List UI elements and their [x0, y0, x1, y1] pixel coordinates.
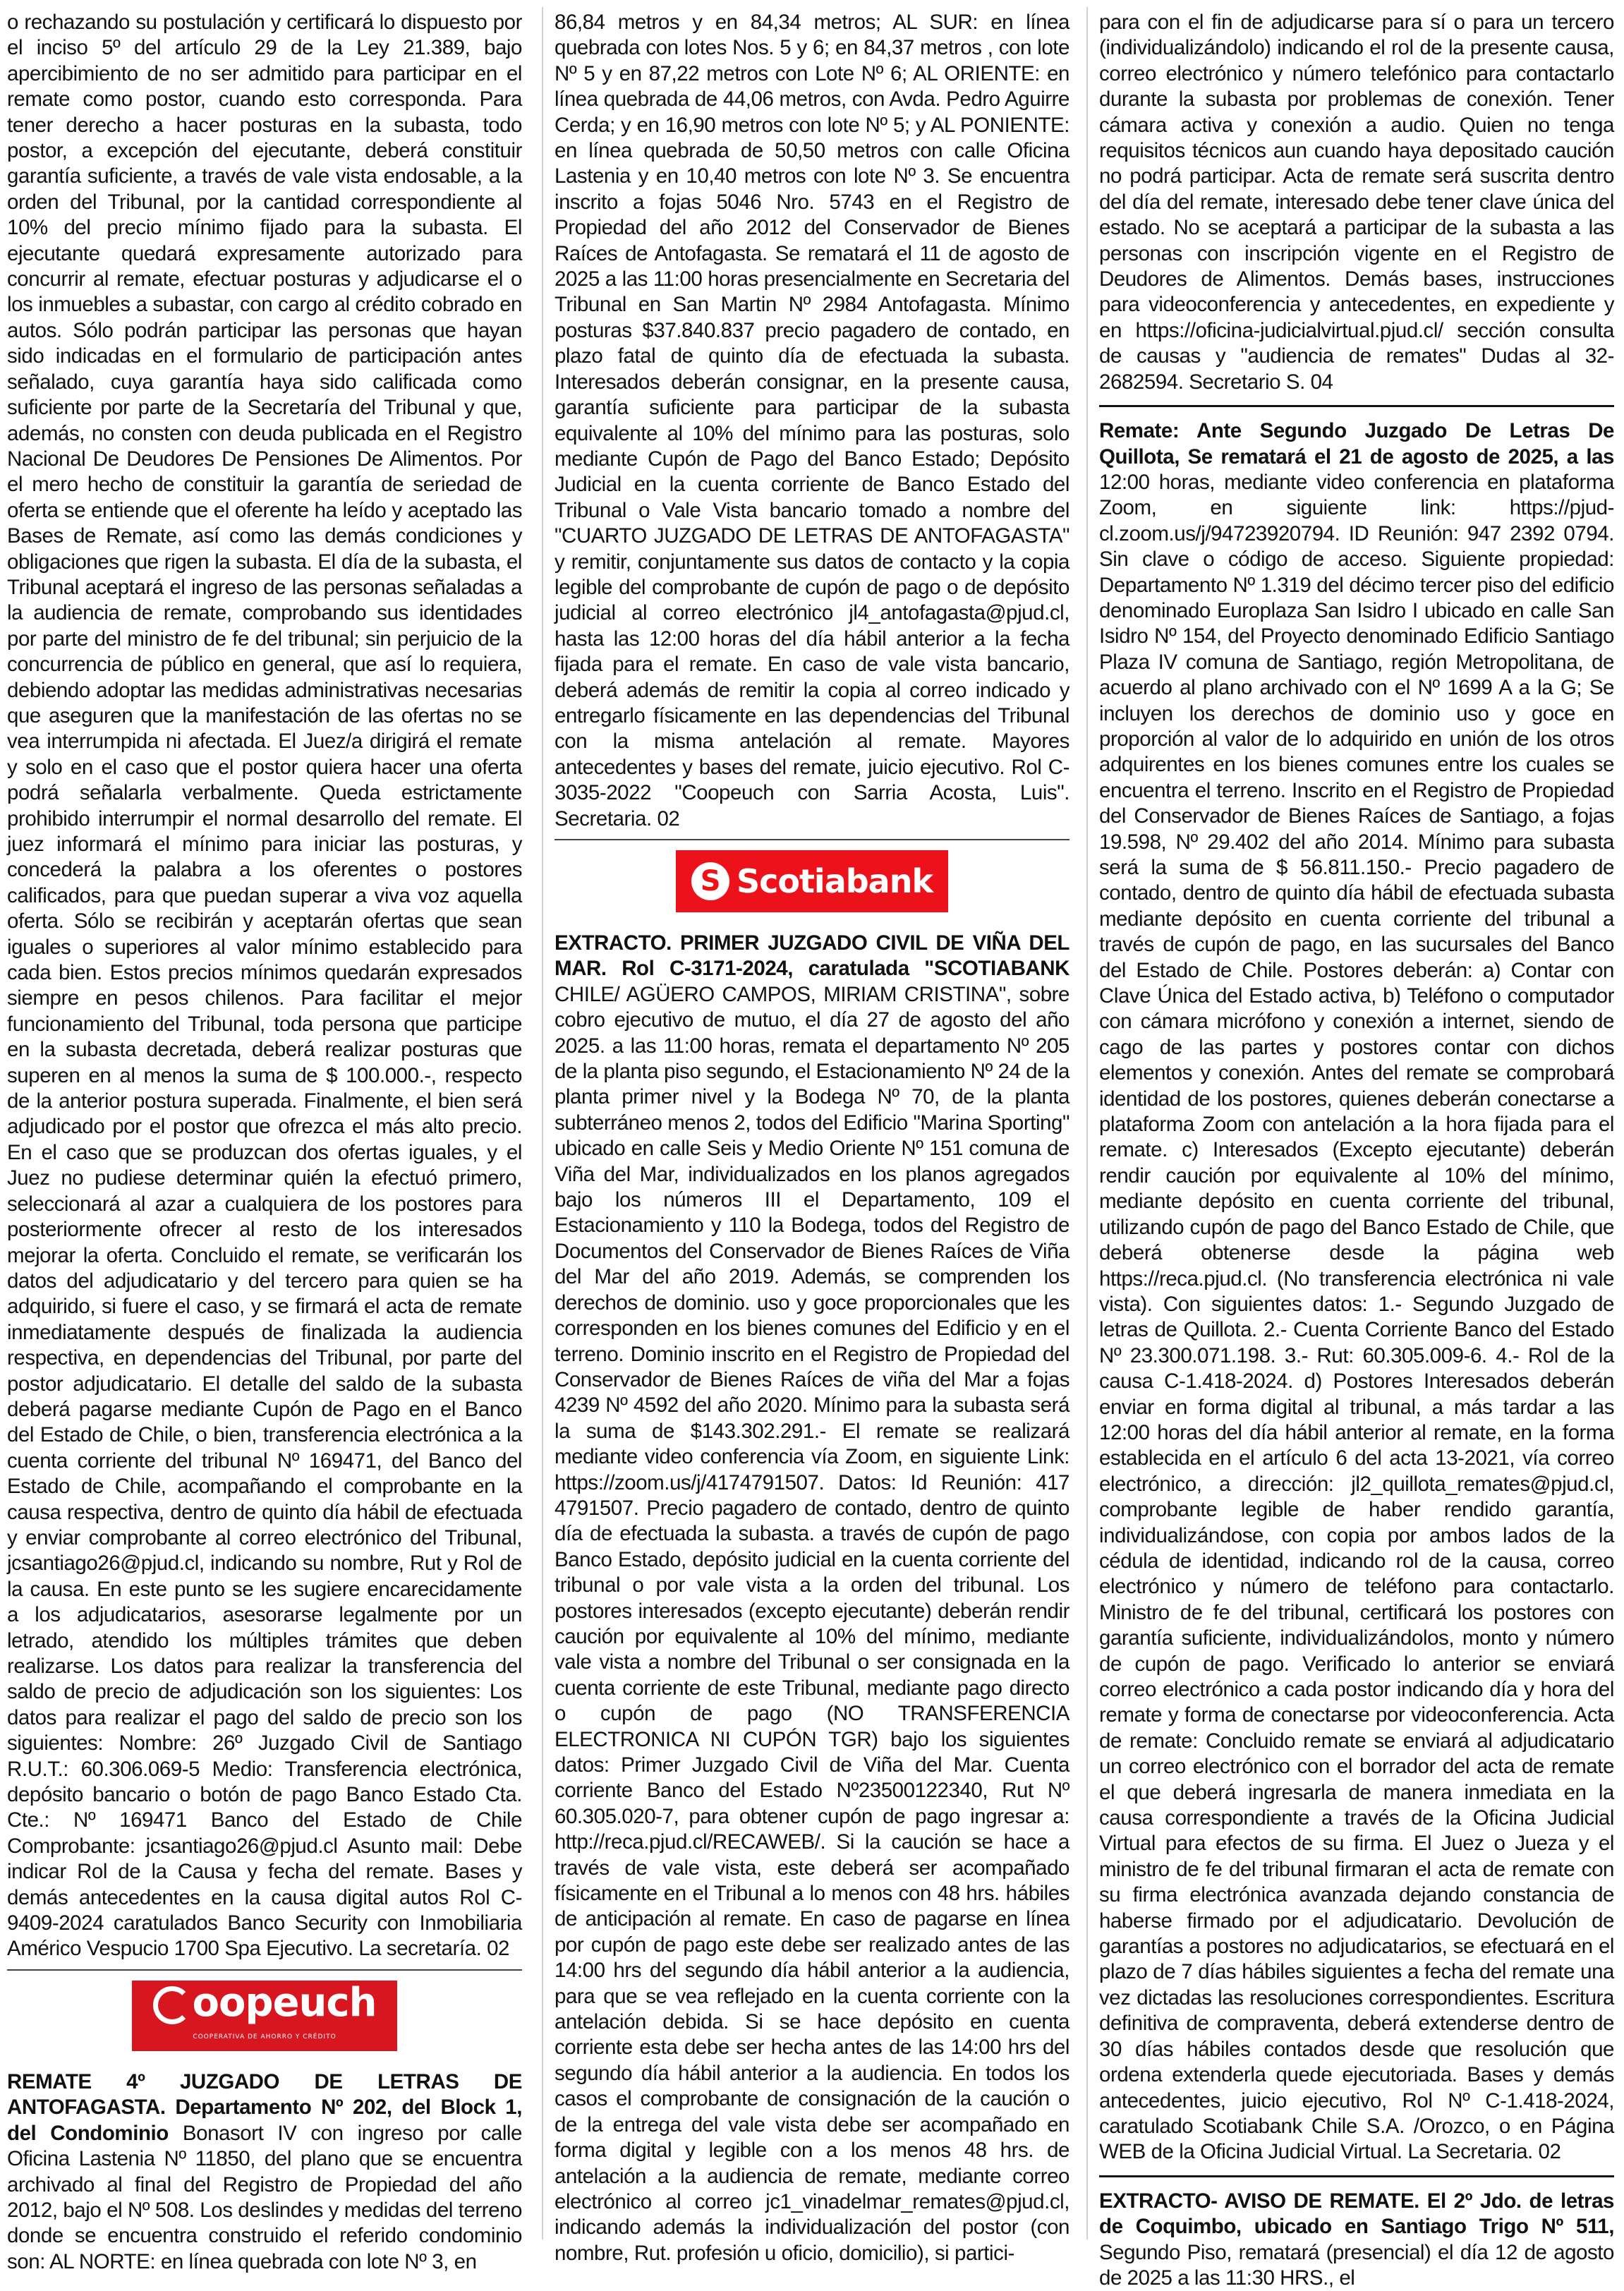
- notice-body: Segundo Piso, rematará (presencial) el día 12 de agosto de 2025 a las 11:30 HRS., el: [1099, 2240, 1614, 2290]
- scotiabank-wordmark: Scotiabank: [736, 862, 933, 900]
- notice-heading: EXTRACTO. PRIMER JUZGADO CIVIL DE VIÑA DEL MAR. Rol C-3171-2024, caratulada "SCOTIABANK: [555, 931, 1069, 981]
- notice-heading: Remate: Ante Segundo Juzgado De Letras De Quillota, Se rematará el 21 de agosto de 2025, a las: [1099, 419, 1614, 469]
- notice-text: para con el fin de adjudicarse para sí o para un tercero (individualizándolo) indicando el rol de la presente causa, correo electrónico y número telefónico para contactarlo durante la subasta por problemas de conexión. Tener cámara activa y conexión a audio. Quien no tenga requisitos técnicos aun cuando haya depositado caución no podrá participar. Acta de remate será suscrita dentro del día del remate, interesado debe tener clave única del estado. No se aceptará a participar de la subasta a las personas con inscripción vigente en el Registro de Deudores de Alimentos. Demás bases, instrucciones para videoconferencia y antecedentes, en expediente y en https://oficina-judicialvirtual.pjud.cl/ sección consulta de causas y "audiencia de remates" Dudas al 32-2682594. Secretario S. 04: [1099, 11, 1614, 394]
- notice-heading: REMATE 4º JUZGADO DE LETRAS DE ANTOFAGASTA. Departamento Nº 202, del Block 1, del Condominio: [7, 2069, 522, 2145]
- column-divider: [1086, 7, 1088, 2239]
- column-1: [7, 10, 522, 2273]
- notice-divider: [7, 1969, 522, 1971]
- notice-extracto-coquimbo: [1099, 2189, 1614, 2291]
- column-3: [1099, 10, 1614, 2290]
- notice-heading: EXTRACTO- AVISO DE REMATE. El 2º Jdo. de letras de Coquimbo, ubicado en Santiago Trigo Nº 511,: [1099, 2189, 1614, 2239]
- notice-body: Bonasort IV con ingreso por calle Oficina Lastenia Nº 11850, del plano que se encuentra archivado al final del Registro de Propiedad del año 2012, bajo el Nº 508. Los deslindes y medidas del terreno donde se encuentra construido el referido condominio son: AL NORTE: en línea quebrada con lote Nº 3, en: [7, 2121, 522, 2273]
- notice-remate-antofagasta: [7, 2069, 522, 2275]
- notice-divider: [1099, 2175, 1614, 2177]
- column-2: [555, 10, 1069, 2265]
- notice-text: 86,84 metros y en 84,34 metros; AL SUR: en línea quebrada con lotes Nos. 5 y 6; en 84,37 metros , con lote Nº 5 y en 87,22 metros con Lote Nº 6; AL ORIENTE: en línea quebrada de 44,06 metros, con Avda. Pedro Aguirre Cerda; y en 16,90 metros con lote Nº 5; y AL PONIENTE: en línea quebrada de 50,50 metros con calle Oficina Lastenia y en 10,40 metros con lote Nº 3. Se encuentra inscrito a fojas 5046 Nro. 5743 en el Registro de Propiedad del año 2012 del Conservador de Bienes Raíces de Antofagasta. Se rematará el 11 de agosto de 2025 a las 11:00 horas presencialmente en Secretaria del Tribunal en San Martin Nº 2984 Antofagasta. Mínimo posturas $37.840.837 precio pagadero de contado, en plazo fatal de quinto día de efectuada la subasta. Interesados deberán consignar, en la presente causa, garantía suficiente para participar de la subasta equivalente al 10% del mínimo para las posturas, solo mediante Cupón de Pago del Banco Estado; Depósito Judicial en la cuenta corriente de Banco Estado del Tribunal o Vale Vista bancario tomado a nombre del "CUARTO JUZGADO DE LETRAS DE ANTOFAGASTA" y remitir, conjuntamente sus datos de contacto y la copia legible del comprobante de cupón de pago o de depósito judicial al correo electrónico jl4_antofagasta@pjud.cl, hasta las 12:00 horas del día hábil anterior a la fecha fijada para el remate. En caso de vale vista bancario, deberá además de remitir la copia al correo indicado y entregarlo físicamente en las dependencias del Tribunal con la misma antelación al remate. Mayores antecedentes y bases del remate, juicio ejecutivo. Rol C-3035-2022 "Coopeuch con Sarria Acosta, Luis". Secretaria. 02: [555, 11, 1069, 830]
- scotiabank-logo: [555, 850, 1069, 912]
- notice-divider: [555, 839, 1069, 840]
- scotiabank-s-icon: S: [691, 862, 729, 900]
- coopeuch-c-icon: [153, 1986, 191, 2024]
- notice-text: o rechazando su postulación y certificará lo dispuesto por el inciso 5º del artículo 29 de la Ley 21.389, bajo apercibimiento de no ser admitido para participar en el remate como postor, cuando esto corresponda. Para tener derecho a hacer posturas en la subasta, todo postor, a excepción del ejecutante, deberá constituir garantía suficiente, a través de vale vista endosable, a la orden del Tribunal, por la cantidad correspondiente al 10% del precio mínimo fijado para la subasta. El ejecutante quedará expresamente autorizado para concurrir al remate, efectuar posturas y adjudicarse el o los inmuebles a subastar, con cargo al crédito cobrado en autos. Sólo podrán participar las personas que hayan sido indicadas en el formulario de participación antes señalado, cuya garantía haya sido calificada como suficiente por parte de la Secretaría del Tribunal y que, además, no consten con deuda publicada en el Registro Nacional De Deudores De Pensiones De Alimentos. Por el mero hecho de constituir la garantía de seriedad de oferta se entiende que el oferente ha leído y aceptado las Bases de Remate, así como las demás condiciones y obligaciones que rigen la subasta. El día de la subasta, el Tribunal aceptará el ingreso de las personas señaladas a la audiencia de remate, comprobando sus identidades por parte del ministro de fe del tribunal; sin perjuicio de la concurrencia de público en general, que así lo requiera, debiendo adoptar las medidas administrativas necesarias que aseguren que la manifestación de las ofertas no se vea interrumpida ni afectada. El Juez/a dirigirá el remate y solo en el caso que el postor quiera hacer una oferta podrá señalarla verbalmente. Queda estrictamente prohibido interrumpir el normal desarrollo del remate. El juez informará el mínimo para iniciar las posturas, y concederá la palabra a los oferentes o postores calificados, para que puedan superar a viva voz aquella oferta. Sólo se recibirán y aceptarán ofertas que sean iguales o superiores al valor mínimo establecido para cada bien. Estos precios mínimos quedarán expresados siempre en pesos chilenos. Para facilitar el mejor funcionamiento del Tribunal, toda persona que participe en la subasta decretada, deberá realizar posturas que superen en al menos la suma de $ 100.000.-, respecto de la anterior postura superada. Finalmente, el bien será adjudicado por el postor que ofrezca el más alto precio. En el caso que se produzcan dos ofertas iguales, y el Juez no pudiese determinar quién la efectuó primero, seleccionará al azar a cualquiera de los postores para posteriormente ofrecer al resto de los interesados mejorar la oferta. Concluido el remate, se verificarán los datos del adjudicatario y del tercero para quien se ha adquirido, si fuere el caso, y se firmará el acta de remate inmediatamente después de finalizada la audiencia respectiva, en dependencias del Tribunal, por parte del postor adjudicatario. El detalle del saldo de la subasta deberá pagarse mediante Cupón de Pago en el Banco del Estado de Chile, o bien, transferencia electrónica a la cuenta corriente del tribunal Nº 169471, del Banco del Estado de Chile, acompañando el comprobante en la causa respectiva, dentro de quinto día hábil de efectuada y enviar comprobante al correo electrónico del Tribunal, jcsantiago26@pjud.cl, indicando su nombre, Rut y Rol de la causa. En este punto se les sugiere encarecidamente a los adjudicatarios, asesorarse legalmente por un letrado, atendido los múltiples trámites que deben realizarse. Los datos para realizar la transferencia del saldo de precio de adjudicación son los siguientes: Los datos para realizar el pago del saldo de precio son los siguientes: Nombre: 26º Juzgado Civil de Santiago R.U.T.: 60.306.069-5 Medio: Transferencia electrónica, depósito bancario o botón de pago Banco Estado Cta. Cte.: Nº 169471 Banco del Estado de Chile Comprobante: jcsantiago26@pjud.cl Asunto mail: Debe indicar Rol de la Causa y fecha del remate. Bases y demás antecedentes en la causa digital autos Rol C-9409-2024 caratulados Banco Security con Inmobiliaria Américo Vespucio 1700 Spa Ejecutivo. La secretaría. 02: [7, 11, 522, 1961]
- coopeuch-tagline: COOPERATIVA DE AHORRO Y CRÉDITO: [193, 2033, 337, 2041]
- notice-extracto-vina: [555, 931, 1069, 2266]
- notice-body: CHILE/ AGÜERO CAMPOS, MIRIAM CRISTINA", sobre cobro ejecutivo de mutuo, el día 27 de agosto del año 2025. a las 11:00 horas, remata el departamento Nº 205 de la planta piso segundo, el Estacionamiento Nº 24 de la planta primer nivel y la Bodega Nº 70, de la planta subterráneo menos 2, todos del Edificio "Marina Sporting" ubicado en calle Seis y Medio Oriente Nº 151 comuna de Viña del Mar, individualizados en los planos agregados bajo los números III el Departamento, 109 el Estacionamiento y 110 la Bodega, todos del Registro de Documentos del Conservador de Bienes Raíces de Viña del Mar del año 2019. Además, se comprenden los derechos de dominio. uso y goce proporcionales que les corresponden en los bienes comunes del Edificio y en el terreno. Dominio inscrito en el Registro de Propiedad del Conservador de Bienes Raíces de viña del Mar a fojas 4239 Nº 4592 del año 2020. Mínimo para la subasta será la suma de $143.302.291.- El remate se realizará mediante video conferencia vía Zoom, en siguiente Link: https://zoom.us/j/4174791507. Datos: Id Reunión: 417 4791507. Precio pagadero de contado, dentro de quinto día de efectuada la subasta. a través de cupón de pago Banco Estado, depósito judicial en la cuenta corriente del tribunal o por vale vista a la orden del tribunal. Los postores interesados (excepto ejecutante) deberán rendir caución por equivalente al 10% del mínimo, mediante vale vista a nombre del Tribunal o ser consignada en la cuenta corriente de este Tribunal, mediante pago directo o cupón de pago (NO TRANSFERENCIA ELECTRONICA NI CUPÓN TGR) bajo los siguientes datos: Primer Juzgado Civil de Viña del Mar. Cuenta corriente Banco del Estado Nº23500122340, Rut Nº 60.305.020-7, para obtener cupón de pago ingresar a: http://reca.pjud.cl/RECAWEB/. Si la caución se hace a través de vale vista, este deberá ser acompañado físicamente en el Tribunal a lo menos con 48 hrs. hábiles de anticipación al remate. En caso de pagarse en línea por cupón de pago este debe ser realizado antes de las 14:00 hrs del segundo día hábil anterior a la audiencia, para que se vea reflejado en la cuenta corriente con la antelación debida. Si se hace depósito en cuenta corriente esta debe ser hecha antes de las 14:00 hrs del segundo día hábil anterior a la audiencia. En todos los casos el comprobante de consignación de la caución o de la entrega del vale vista debe ser acompañado en forma digital y legible con a los menos 48 hrs. de antelación a la audiencia de remate, mediante correo electrónico al correo jc1_vinadelmar_remates@pjud.cl, indicando además la individualización del postor (con nombre, Rut. profesión u oficio, domicilio), si partici-: [555, 982, 1069, 2265]
- column-divider: [542, 7, 543, 2239]
- notice-divider: [1099, 405, 1614, 407]
- coopeuch-logo: oopeuch COOPERATIVA DE AHORRO Y CRÉDITO: [7, 1981, 522, 2051]
- notice-remate-quillota: [1099, 418, 1614, 2165]
- notice-body: 12:00 horas, mediante video conferencia en plataforma Zoom, en siguiente link: https://pjud-cl.zoom.us/j/94723920794. ID Reunión: 947 2392 0794. Sin clave o código de acceso. Siguiente propiedad: Departamento Nº 1.319 del décimo tercer piso del edificio denominado Europlaza San Isidro I ubicado en calle San Isidro Nº 154, del Proyecto denominado Edificio Santiago Plaza IV comuna de Santiago, región Metropolitana, de acuerdo al plano archivado con el Nº 1699 A a la G; Se incluyen los derechos de dominio uso y goce en proporción al valor de lo adquirido en unión de los otros adquirentes en los bienes comunes entre los cuales se encuentra el terreno. Inscrito en el Registro de Propiedad del Conservador de Bienes Raíces de Santiago, a fojas 19.598, Nº 29.402 del año 2014. Mínimo para subasta será la suma de $ 56.811.150.- Precio pagadero de contado, dentro de quinto día hábil de efectuada subasta mediante depósito en cuenta corriente del tribunal a través de cupón de pago, en las sucursales del Banco del Estado de Chile. Postores deberán: a) Contar con Clave Única del Estado activa, b) Teléfono o computador con cámara micrófono y conexión a internet, siendo de cago de las partes y postores contar con dichos elementos y conexión. Antes del remate se comprobará identidad de los postores, quienes deberán conectarse a plataforma Zoom con antelación a la hora fijada para el remate. c) Interesados (Excepto ejecutante) deberán rendir caución por equivalente al 10% del mínimo, mediante depósito en cuenta corriente del tribunal, utilizando cupón de pago del Banco Estado de Chile, que deberá obtenerse desde la página web https://reca.pjud.cl. (No transferencia electrónica ni vale vista). Con siguientes datos: 1.- Segundo Juzgado de letras de Quillota. 2.- Cuenta Corriente Banco del Estado Nº 23.300.071.198. 3.- Rut: 60.305.009-6. 4.- Rol de la causa C-1.418-2024. d) Postores Interesados deberán enviar en forma digital al tribunal, a más tardar a las 12:00 horas del día hábil anterior al remate, en la forma establecida en el artículo 6 del acta 13-2021, vía correo electrónico, a dirección: jl2_quillota_remates@pjud.cl, comprobante legible de haber rendido garantía, individualizándose, con copia por ambos lados de la cédula de identidad, indicando rol de la causa, correo electrónico y número de teléfono para contactarlo. Ministro de fe del tribunal, certificará los postores con garantía suficiente, individualizándolos, monto y número de cupón de pago. Verificado lo anterior se enviará correo electrónico a cada postor indicando día y hora del remate y forma de conectarse por videoconferencia. Acta de remate: Concluido remate se enviará al adjudicatario un correo electrónico con el borrador del acta de remate el que deberá ingresarla de manera inmediata en la causa correspondiente a través de la Oficina Judicial Virtual para efectos de su firma. El Juez o Jueza y el ministro de fe del tribunal firmaran el acta de remate con su firma electrónica avanzada dejando constancia de haberse firmado por el adjudicatario. Devolución de garantías a postores no adjudicatarios, se efectuará en el plazo de 7 días hábiles siguientes a fecha del remate una vez dictadas las resoluciones correspondientes. Escritura definitiva de compraventa, deberá extenderse dentro de 30 días hábiles contados desde que resolución que ordena extenderla quede ejecutoriada. Bases y demás antecedentes, juicio ejecutivo, Rol Nº C-1.418-2024, caratulado Scotiabank Chile S.A. /Orozco, o en Página WEB de la Oficina Judicial Virtual. La Secretaria. 02: [1099, 470, 1614, 2164]
